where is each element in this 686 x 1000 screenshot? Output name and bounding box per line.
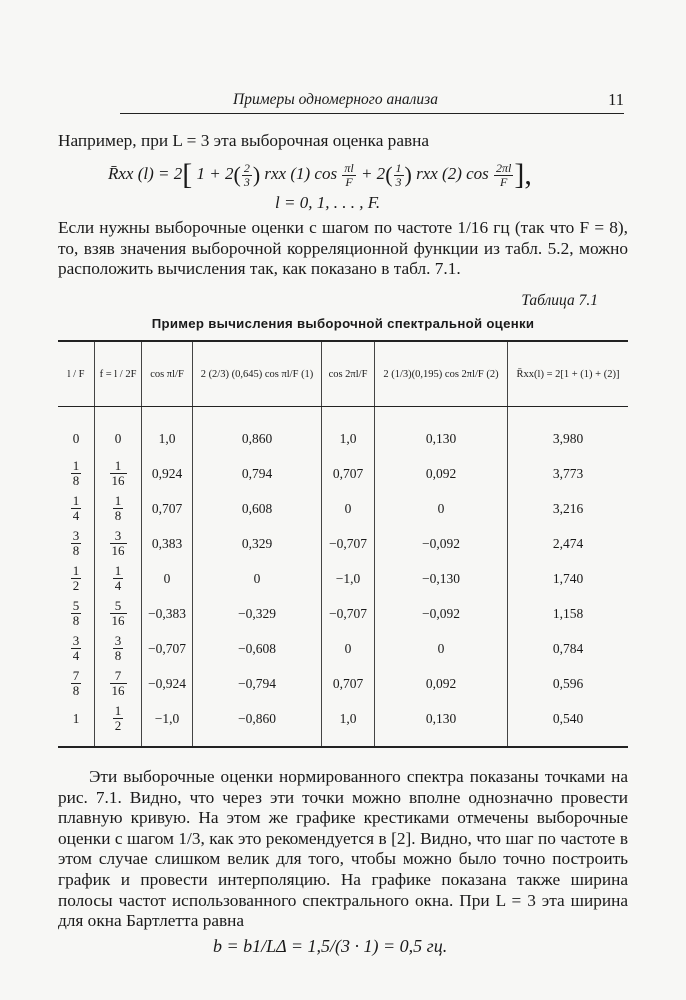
fraction: $\frac{1}{8}$ [114, 493, 122, 523]
cell-term2: 0 [375, 491, 508, 526]
fraction: $\frac{\pi l}{F}$ [344, 160, 354, 189]
fraction: $\frac{1}{2}$ [114, 703, 122, 733]
cell-lF [58, 491, 95, 526]
table-row [58, 561, 628, 596]
running-header [120, 91, 624, 114]
col-header-cos1: cos πl/F [142, 341, 193, 407]
formula-spectral-estimate: R̄xx (l) = 2[ 1 + 2( $\frac{2}{3}$ ) rxx (1) cos $\frac{\pi l}{F}$ + 2( $\frac{1}{3}$ ) rxx (2) cos $\frac{2\pi l}{F}$ ], [108, 158, 532, 191]
formula-index-range: l = 0, 1, . . . , F. [275, 193, 381, 212]
cell-f [95, 526, 142, 561]
fraction: $\frac{1}{4}$ [114, 563, 122, 593]
cell-term1: 0,860 [193, 407, 322, 457]
cell-cos2: 0 [322, 491, 375, 526]
cell-lF: 1 [58, 701, 95, 747]
fraction: $\frac{1}{16}$ [111, 458, 125, 488]
cell-cos1: 1,0 [142, 407, 193, 457]
col-header-term2: 2 (1/3)(0,195) cos 2πl/F (2) [375, 341, 508, 407]
col-header-cos2: cos 2πl/F [322, 341, 375, 407]
paragraph-intro: Например, при L = 3 эта выборочная оценка равна [58, 131, 430, 150]
fraction: $\frac{1}{4}$ [72, 493, 80, 523]
cell-term2: 0,092 [375, 456, 508, 491]
cell-result: 1,158 [508, 596, 629, 631]
fraction: $\frac{3}{8}$ [114, 633, 122, 663]
spectral-estimate-table [58, 340, 628, 748]
table-row [58, 701, 628, 747]
fraction: $\frac{5}{8}$ [72, 598, 80, 628]
col-header-f: f = l / 2F [95, 341, 142, 407]
cell-term2: 0,092 [375, 666, 508, 701]
cell-cos2: −1,0 [322, 561, 375, 596]
table-caption: Таблица 7.1 [521, 292, 598, 309]
fraction: $\frac{5}{16}$ [111, 598, 125, 628]
cell-f [95, 596, 142, 631]
cell-cos2: −0,707 [322, 526, 375, 561]
col-header-result: R̄xx(l) = 2[1 + (1) + (2)] [508, 341, 629, 407]
fraction: $\frac{1}{2}$ [72, 563, 80, 593]
table-row [58, 407, 628, 457]
cell-cos1: 0,707 [142, 491, 193, 526]
paragraph-discussion: Эти выборочные оценки нормированного спектра показаны точками на рис. 7.1. Видно, что через эти точки можно вполне однозначно провести плавную кривую. На этом же графике крестиками отмечены выборочные оценки с шагом 1/3, как это рекомендуется в [2]. Видно, что шаг по частоте в этом случае слишком велик для того, чтобы можно было точно построить график и провести интерполяцию. На графике показана также ширина полосы частот использованного спектрального окна. При L = 3 эта ширина для окна Бартлетта равна [58, 767, 628, 931]
col-header-term1: 2 (2/3) (0,645) cos πl/F (1) [193, 341, 322, 407]
cell-cos1: 0 [142, 561, 193, 596]
fraction: $\frac{1}{8}$ [72, 458, 80, 488]
cell-lF [58, 631, 95, 666]
table-row [58, 456, 628, 491]
cell-f [95, 631, 142, 666]
cell-result: 3,980 [508, 407, 629, 457]
cell-f [95, 701, 142, 747]
cell-lF [58, 666, 95, 701]
cell-term2: −0,092 [375, 596, 508, 631]
table-row [58, 526, 628, 561]
cell-term1: 0,608 [193, 491, 322, 526]
cell-result: 0,596 [508, 666, 629, 701]
fraction: $\frac{7}{8}$ [72, 668, 80, 698]
cell-term1: 0 [193, 561, 322, 596]
cell-cos1: 0,924 [142, 456, 193, 491]
cell-term1: 0,329 [193, 526, 322, 561]
table-title: Пример вычисления выборочной спектральной оценки [151, 316, 535, 331]
cell-result: 2,474 [508, 526, 629, 561]
table-row [58, 631, 628, 666]
table-header-row [58, 341, 628, 407]
fraction: $\frac{2}{3}$ [243, 160, 250, 189]
fraction: $\frac{3}{8}$ [72, 528, 80, 558]
cell-lF [58, 561, 95, 596]
cell-cos2: 0 [322, 631, 375, 666]
cell-lF [58, 456, 95, 491]
cell-f [95, 561, 142, 596]
cell-term2: 0 [375, 631, 508, 666]
fraction: $\frac{7}{16}$ [111, 668, 125, 698]
fraction: $\frac{1}{3}$ [395, 160, 402, 189]
cell-result: 3,773 [508, 456, 629, 491]
cell-term2: −0,130 [375, 561, 508, 596]
cell-result: 0,540 [508, 701, 629, 747]
cell-lF [58, 526, 95, 561]
cell-cos2: 0,707 [322, 456, 375, 491]
formula-bandwidth: b = b1/LΔ = 1,5/(3 · 1) = 0,5 гц. [213, 936, 448, 956]
cell-lF: 0 [72, 430, 80, 446]
cell-cos1: −0,924 [142, 666, 193, 701]
cell-cos1: −0,383 [142, 596, 193, 631]
table-row [58, 666, 628, 701]
fraction: $\frac{3}{16}$ [111, 528, 125, 558]
cell-term2: −0,092 [375, 526, 508, 561]
paragraph-table-intro: Если нужны выборочные оценки с шагом по частоте 1/16 гц (так что F = 8), то, взяв значения выборочной корреляционной функции из табл. 5.2, можно расположить вычисления так, как показано в табл. 7.1. [58, 218, 628, 279]
cell-term1: 0,794 [193, 456, 322, 491]
cell-cos2: 1,0 [322, 407, 375, 457]
cell-result: 3,216 [508, 491, 629, 526]
table-row [58, 596, 628, 631]
cell-cos1: 0,383 [142, 526, 193, 561]
cell-f: 0 [95, 407, 142, 457]
cell-cos2: 0,707 [322, 666, 375, 701]
cell-result: 1,740 [508, 561, 629, 596]
cell-result: 0,784 [508, 631, 629, 666]
cell-f [95, 456, 142, 491]
fraction: $\frac{3}{4}$ [72, 633, 80, 663]
cell-f [95, 666, 142, 701]
cell-cos1: −0,707 [142, 631, 193, 666]
table-row [58, 491, 628, 526]
page-number: 11 [608, 90, 624, 109]
col-header-lF: l / F [58, 341, 95, 407]
cell-term2: 0,130 [375, 701, 508, 747]
cell-lF [58, 596, 95, 631]
cell-term1: −0,608 [193, 631, 322, 666]
cell-term1: −0,860 [193, 701, 322, 747]
cell-term1: −0,329 [193, 596, 322, 631]
cell-term2: 0,130 [375, 407, 508, 457]
cell-cos2: −0,707 [322, 596, 375, 631]
fraction: $\frac{2\pi l}{F}$ [496, 160, 512, 189]
cell-term1: −0,794 [193, 666, 322, 701]
cell-f [95, 491, 142, 526]
cell-cos2: 1,0 [322, 701, 375, 747]
cell-cos1: −1,0 [142, 701, 193, 747]
header-title: Примеры одномерного анализа [233, 91, 438, 108]
